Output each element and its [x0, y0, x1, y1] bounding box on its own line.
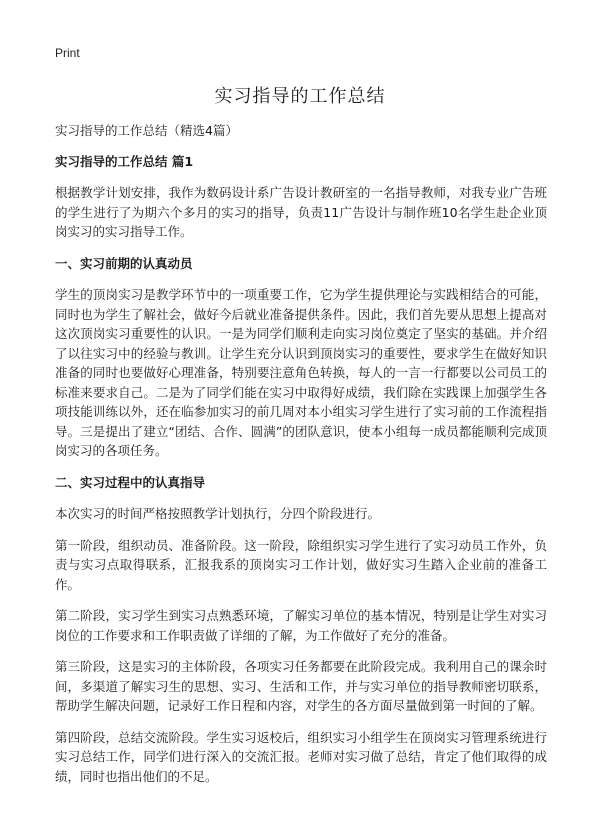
- section-1-heading: 一、实习前期的认真动员: [55, 255, 193, 271]
- section-2-intro-paragraph: 本次实习的时间严格按照教学计划执行，分四个阶段进行。: [55, 506, 381, 521]
- article-heading: 实习指导的工作总结 篇1: [55, 153, 194, 169]
- stage-3-paragraph: 第三阶段，这是实习的主体阶段，各项实习任务都要在此阶段完成。我利用自己的课余时间，多渠道了解实习生的思想、实习、生活和工作，并与实习单位的指导教师密切联系，帮助学生解决问题，记录好工作日程和内容，对学生的各方面尽量做到第一时间的了解。: [55, 659, 547, 713]
- document-subtitle: 实习指导的工作总结（精选4篇）: [55, 123, 238, 138]
- document-body: [55, 121, 547, 798]
- intro-paragraph: 根据教学计划安排，我作为数码设计系广告设计教研室的一名指导教师，对我专业广告班的学生进行了为期六个多月的实习的指导，负责11广告设计与制作班10名学生赴企业顶岗实习的实习指导工作。: [55, 185, 547, 239]
- stage-1-paragraph: 第一阶段，组织动员、准备阶段。这一阶段，除组织实习学生进行了实习动员工作外，负责与实习点取得联系，汇报我系的顶岗实习工作计划，做好实习生踏入企业前的准备工作。: [55, 537, 547, 592]
- stage-2-paragraph: 第二阶段，实习学生到实习点熟悉环境，了解实习单位的基本情况，特别是让学生对实习岗位的工作要求和工作职责做了详细的了解，为工作做好了充分的准备。: [55, 608, 547, 643]
- stage-4-paragraph: 第四阶段，总结交流阶段。学生实习返校后，组织实习小组学生在顶岗实习管理系统进行实习总结工作，同学们进行深入的交流汇报。老师对实习做了总结，肯定了他们取得的成绩，同时也指出他们的不足。: [55, 729, 547, 784]
- print-link[interactable]: Print: [55, 46, 80, 60]
- page-title: 实习指导的工作总结: [214, 86, 386, 107]
- section-2-heading: 二、实习过程中的认真指导: [55, 474, 206, 490]
- section-1-paragraph: 学生的顶岗实习是教学环节中的一项重要工作，它为学生提供理论与实践相结合的可能，同时也为学生了解社会，做好今后就业准备提供条件。因此，我们首先要从思想上提高对这次顶岗实习重要性的认识。一是为同学们顺利走向实习岗位奠定了坚实的基础。并介绍了以往实习中的经验与教训。让学生充分认识到顶岗实习的重要性，要求学生在做好知识准备的同时也要做好心理准备，特别要注意角色转换，每人的一言一行都要以公司员工的标准来要求自己。二是为了同学们能在实习中取得好成绩，我们除在实践课上加强学生各项技能训练以外，还在临参加实习的前几周对本小组实习学生进行了实习前的工作流程指导。三是提出了建立“团结、合作、圆满”的团队意识，使本小组每一成员都能顺利完成顶岗实习的各项任务。: [55, 287, 547, 458]
